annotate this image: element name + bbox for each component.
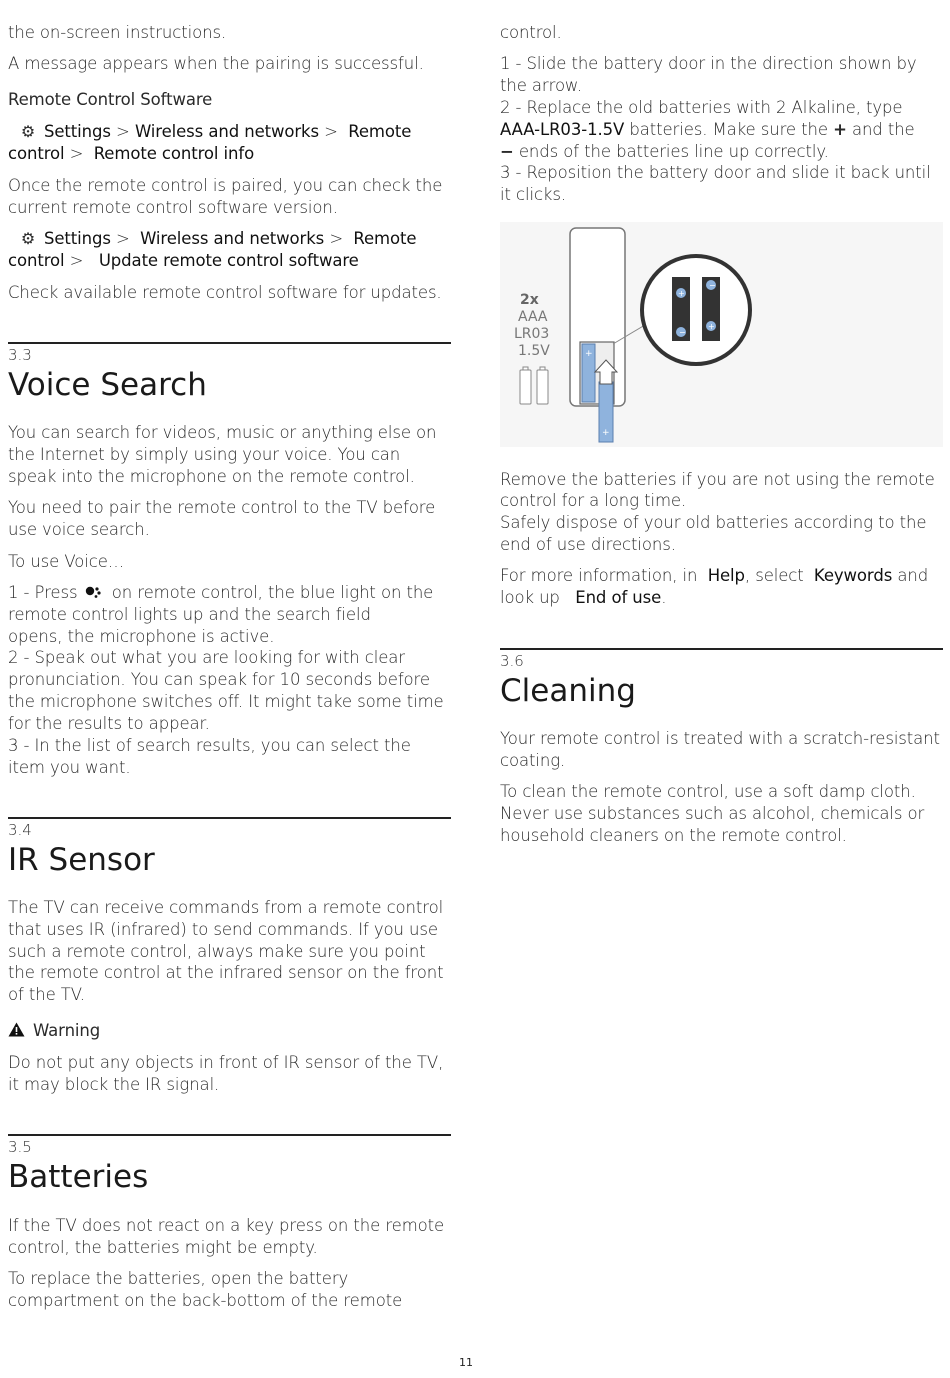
text-line: To clean the remote control, use a soft damp cloth.: [500, 782, 916, 801]
text-line: the microphone switches off. It might take some time: [8, 692, 444, 711]
zoom-circle: [642, 256, 750, 364]
text-line: remote control lights up and the search field: [8, 605, 371, 624]
menu-path-update-cont: control > Update remote control software: [8, 251, 359, 270]
battery-replacement-illustration: [500, 222, 943, 447]
small-battery-icon: [520, 367, 548, 404]
text-line: Once the remote control is paired, you can check the: [8, 176, 443, 195]
text-line: current remote control software version.: [8, 198, 338, 217]
text-line: Check available remote control software for updates.: [8, 283, 442, 302]
warning-icon: [8, 1022, 25, 1037]
text-line: Safely dispose of your old batteries according to the: [500, 513, 927, 532]
section-divider: [8, 817, 451, 819]
text-line: 3 - In the list of search results, you can select the: [8, 736, 411, 755]
voice-assistant-icon: [85, 584, 103, 600]
battery-diagram: [500, 222, 943, 447]
section-title-ir-sensor: IR Sensor: [8, 842, 155, 878]
text-line: You can search for videos, music or anything else on: [8, 423, 437, 442]
section-divider: [8, 1134, 451, 1136]
text-line: Your remote control is treated with a scratch-resistant: [500, 729, 940, 748]
text-line: the on-screen instructions.: [8, 23, 227, 42]
svg-text:+: +: [708, 322, 715, 331]
section-title-batteries: Batteries: [8, 1159, 149, 1195]
text-line: it may block the IR signal.: [8, 1075, 220, 1094]
section-number: 3.6: [500, 652, 524, 670]
text-line: pronunciation. You can speak for 10 seconds before: [8, 670, 430, 689]
text-line: Do not put any objects in front of IR sensor of the TV,: [8, 1053, 444, 1072]
text-line: The TV can receive commands from a remote control: [8, 898, 444, 917]
text-line: − ends of the batteries line up correctly.: [500, 142, 829, 161]
page-number: 11: [459, 1356, 473, 1369]
text-line: Remove the batteries if you are not using the remote: [500, 470, 935, 489]
subheading-rc-software: Remote Control Software: [8, 90, 213, 109]
text-line: 1 - Press on remote control, the blue light on the: [8, 583, 434, 602]
text-line: such a remote control, always make sure you point: [8, 942, 426, 961]
text-line: of the TV.: [8, 985, 85, 1004]
text-line: item you want.: [8, 758, 131, 777]
section-divider: [500, 648, 943, 650]
gear-icon: ⚙: [20, 122, 36, 141]
text-line: control, the batteries might be empty.: [8, 1238, 318, 1257]
warning-label: Warning: [8, 1020, 100, 1042]
text-line: 1 - Slide the battery door in the direction shown by: [500, 54, 917, 73]
text-line: For more information, in Help, select Keywords and: [500, 566, 929, 585]
text-line: If the TV does not react on a key press on the remote: [8, 1216, 445, 1235]
text-line: it clicks.: [500, 185, 567, 204]
svg-text:+: +: [585, 349, 593, 359]
text-line: AAA-LR03-1.5V batteries. Make sure the + and the: [500, 120, 915, 139]
text-line: 2 - Speak out what you are looking for with clear: [8, 648, 405, 667]
text-line: A message appears when the pairing is successful.: [8, 54, 424, 73]
text-line: use voice search.: [8, 520, 150, 539]
gear-icon: ⚙: [20, 229, 36, 248]
menu-path-update: ⚙ Settings > Wireless and networks > Remote: [8, 228, 416, 250]
text-line: opens, the microphone is active.: [8, 627, 275, 646]
text-line: speak into the microphone on the remote control.: [8, 467, 415, 486]
section-title-cleaning: Cleaning: [500, 673, 636, 709]
text-line: that uses IR (infrared) to send commands. If you use: [8, 920, 438, 939]
text-line: compartment on the back-bottom of the remote: [8, 1291, 403, 1310]
svg-text:−: −: [709, 281, 716, 290]
text-line: control.: [500, 23, 562, 42]
text-line: 3 - Reposition the battery door and slide it back until: [500, 163, 931, 182]
menu-path-rc-info: ⚙ Settings > Wireless and networks > Remote: [8, 121, 411, 143]
svg-text:+: +: [602, 428, 610, 438]
text-line: To replace the batteries, open the battery: [8, 1269, 349, 1288]
svg-text:+: +: [678, 289, 685, 298]
text-line: end of use directions.: [500, 535, 676, 554]
battery-count-label: 2x: [520, 292, 539, 308]
text-line: Never use substances such as alcohol, chemicals or: [500, 804, 925, 823]
section-title-voice-search: Voice Search: [8, 367, 207, 403]
text-line: the Internet by simply using your voice. You can: [8, 445, 401, 464]
text-line: To use Voice…: [8, 552, 125, 571]
battery-model-label: LR03: [514, 326, 550, 342]
menu-path-rc-info-cont: control > Remote control info: [8, 144, 255, 163]
text-line: household cleaners on the remote control.: [500, 826, 847, 845]
text-line: for the results to appear.: [8, 714, 210, 733]
text-line: coating.: [500, 751, 566, 770]
text-line: the arrow.: [500, 76, 582, 95]
battery-voltage-label: 1.5V: [518, 343, 550, 359]
section-number: 3.4: [8, 821, 32, 839]
svg-text:−: −: [679, 328, 686, 337]
text-line: control for a long time.: [500, 491, 687, 510]
text-line: 2 - Replace the old batteries with 2 Alkaline, type: [500, 98, 903, 117]
text-line: look up End of use.: [500, 588, 667, 607]
section-number: 3.3: [8, 346, 32, 364]
section-divider: [8, 342, 451, 344]
text-line: the remote control at the infrared sensor on the front: [8, 963, 444, 982]
battery-type-label: AAA: [518, 309, 548, 325]
section-number: 3.5: [8, 1138, 32, 1156]
text-line: You need to pair the remote control to the TV before: [8, 498, 436, 517]
